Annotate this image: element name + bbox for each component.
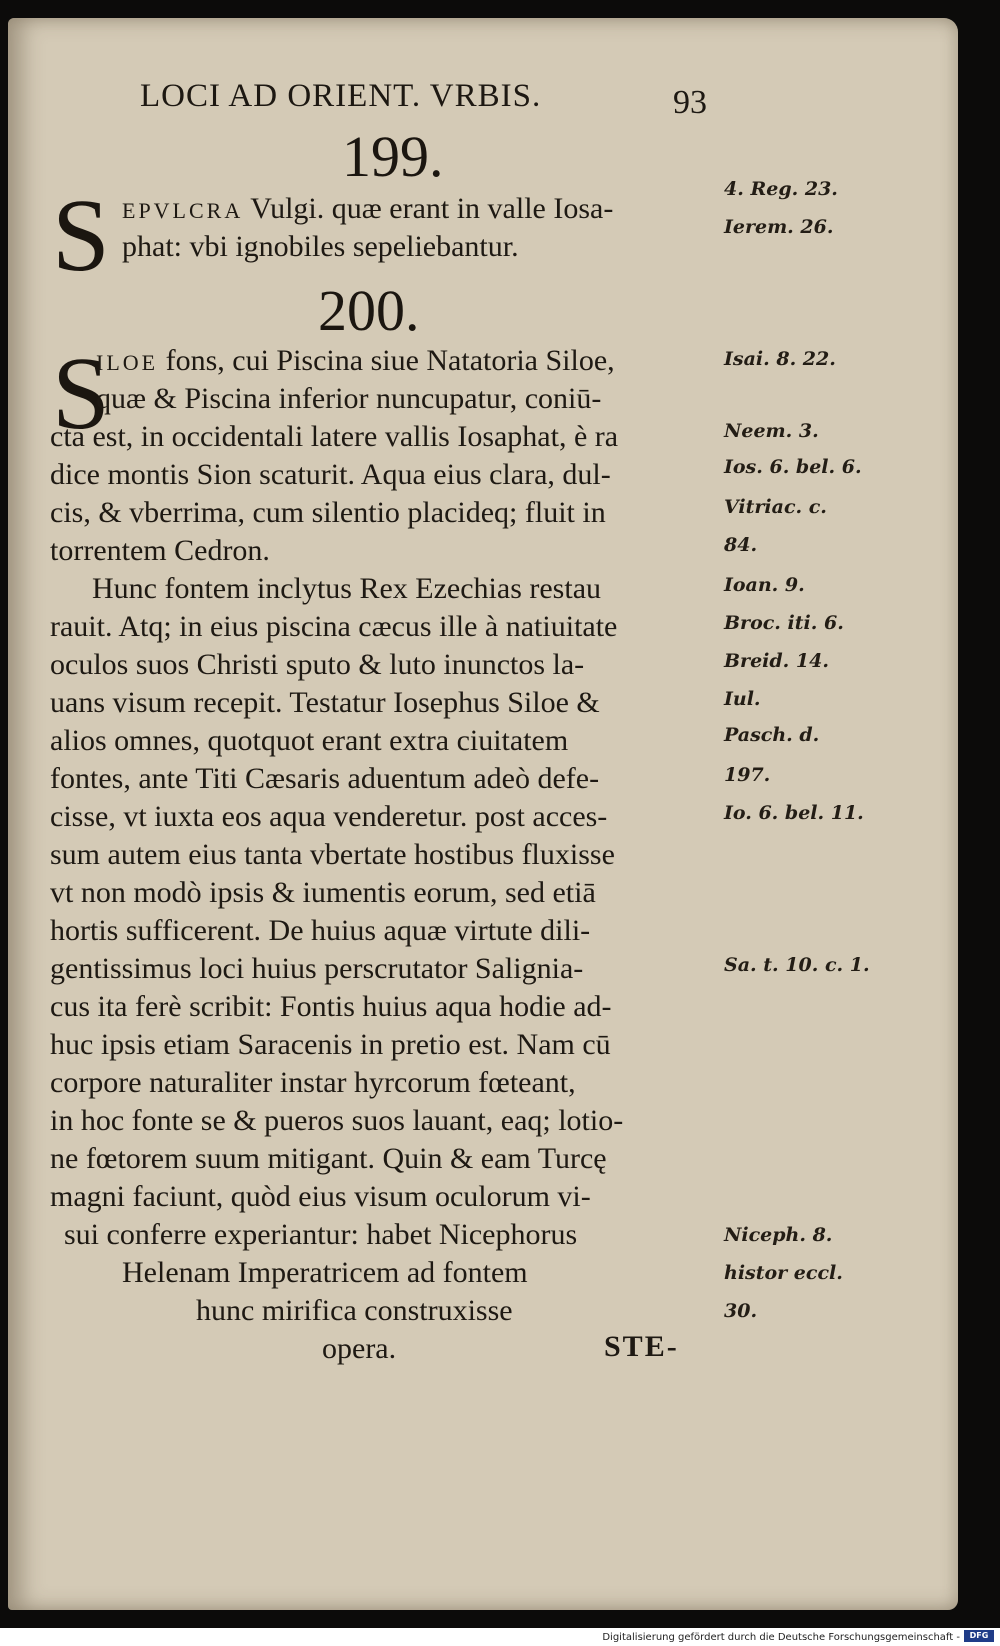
text-line-200-11: alios omnes, quotquot erant extra ciuitatem	[50, 724, 569, 757]
line-text: Vulgi. quæ erant in valle Iosa-	[250, 192, 614, 225]
margin-note: Pasch. d.	[724, 724, 820, 746]
margin-note: 197.	[724, 764, 771, 786]
text-line-200-25: Helenam Imperatricem ad fontem	[122, 1256, 528, 1289]
text-line-200-27: opera.	[322, 1332, 397, 1365]
margin-note: 4. Reg. 23.	[724, 178, 838, 200]
drop-cap-200: S	[52, 336, 110, 451]
text-line-200-14: sum autem eius tanta vbertate hostibus fluxisse	[50, 838, 615, 871]
margin-note: Niceph. 8.	[724, 1224, 833, 1246]
text-line-200-12: fontes, ante Titi Cæsaris aduentum adeò defe-	[50, 762, 600, 795]
margin-note: Isai. 8. 22.	[724, 348, 836, 370]
text-line-200-9: oculos suos Christi sputo & luto inunctos la-	[50, 648, 585, 681]
section-number-200: 200.	[318, 278, 420, 343]
text-line-200-10: uans visum recepit. Testatur Iosephus Siloe &	[50, 686, 600, 719]
running-head: LOCI AD ORIENT. VRBIS.	[140, 78, 542, 114]
margin-note: Breid. 14.	[724, 650, 829, 672]
text-line-200-16: hortis sufficerent. De huius aquæ virtute dili-	[50, 914, 591, 947]
small-caps-199: EPVLCRA	[122, 198, 244, 223]
text-line-200-7: Hunc fontem inclytus Rex Ezechias restau	[92, 572, 602, 605]
text-line-200-23: magni faciunt, quòd eius visum oculorum vi-	[50, 1180, 591, 1213]
margin-note: Sa. t. 10. c. 1.	[724, 954, 870, 976]
margin-note: 84.	[724, 534, 758, 556]
text-line-200-21: in hoc fonte se & pueros suos lauant, eaq; lotio-	[50, 1104, 624, 1137]
line-text: fons, cui Piscina siue Natatoria Siloe,	[165, 344, 615, 377]
text-line-200-24: sui conferre experiantur: habet Nicephorus	[64, 1218, 578, 1251]
text-line-200-15: vt non modò ipsis & iumentis eorum, sed etiā	[50, 876, 596, 909]
text-line-200-18: cus ita ferè scribit: Fontis huius aqua hodie ad-	[50, 990, 612, 1023]
catchword: STE-	[604, 1330, 679, 1363]
margin-note: Ioan. 9.	[724, 574, 805, 596]
text-line-199-2: phat: vbi ignobiles sepeliebantur.	[122, 230, 519, 263]
text-line-200-3: cta est, in occidentali latere vallis Iosaphat, è ra	[50, 420, 619, 453]
margin-note: histor eccl.	[724, 1262, 843, 1284]
margin-note: Iul.	[724, 688, 761, 710]
drop-cap-199: S	[52, 178, 110, 293]
margin-note: Vitriac. c.	[724, 496, 827, 518]
text-line-199-1	[122, 194, 613, 224]
page-number: 93	[673, 84, 707, 121]
text-line-200-5: cis, & vberrima, cum silentio placideq; fluit in	[50, 496, 606, 529]
margin-note: Ios. 6. bel. 6.	[724, 456, 862, 478]
text-line-200-8: rauit. Atq; in eius piscina cæcus ille à natiuitate	[50, 610, 618, 643]
funding-credit: Digitalisierung gefördert durch die Deutsche Forschungsgemeinschaft -	[602, 1632, 960, 1643]
margin-note: Neem. 3.	[724, 420, 819, 442]
text-line-200-2: quæ & Piscina inferior nuncupatur, coniū-	[96, 382, 602, 415]
text-line-200-17: gentissimus loci huius perscrutator Salignia-	[50, 952, 584, 985]
margin-note: Io. 6. bel. 11.	[724, 802, 864, 824]
page-header	[140, 78, 760, 138]
text-line-200-22: ne fœtorem suum mitigant. Quin & eam Turcę	[50, 1142, 607, 1175]
text-line-200-20: corpore naturaliter instar hyrcorum fœteant,	[50, 1066, 576, 1099]
text-line-200-19: huc ipsis etiam Saracenis in pretio est. Nam cū	[50, 1028, 611, 1061]
text-line-200-26: hunc mirifica construxisse	[196, 1294, 513, 1327]
text-line-200-6: torrentem Cedron.	[50, 534, 270, 567]
margin-note: Ierem. 26.	[724, 216, 834, 238]
small-caps-200: ILOE	[96, 350, 159, 375]
dfg-logo: DFG	[964, 1630, 994, 1642]
text-line-200-4: dice montis Sion scaturit. Aqua eius clara, dul-	[50, 458, 611, 491]
text-line-200-1	[96, 346, 615, 376]
text-line-200-13: cisse, vt iuxta eos aqua venderetur. post acces-	[50, 800, 608, 833]
section-number-199: 199.	[342, 124, 444, 189]
margin-note: 30.	[724, 1300, 758, 1322]
margin-note: Broc. iti. 6.	[724, 612, 844, 634]
